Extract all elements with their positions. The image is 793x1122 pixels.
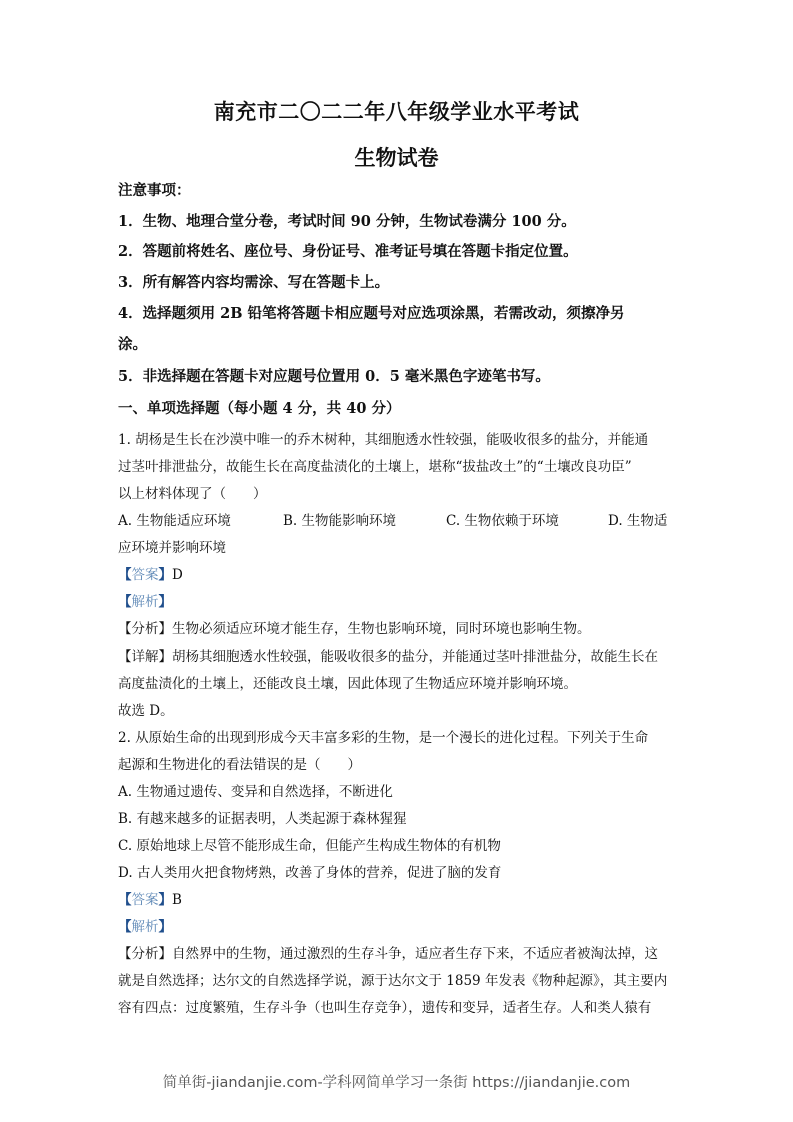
bracket-open: 【 bbox=[118, 919, 132, 935]
fenxi-label: 分析 bbox=[131, 946, 159, 962]
notice-item-3: 3．所有解答内容均需涂、写在答题卡上。 bbox=[118, 274, 390, 291]
notice-item-2: 2．答题前将姓名、座位号、身份证号、准考证号填在答题卡指定位置。 bbox=[118, 243, 578, 260]
fenxi-open: 【 bbox=[118, 621, 132, 637]
analysis-label: 解析 bbox=[131, 919, 159, 935]
exam-subtitle: 生物试卷 bbox=[354, 146, 439, 170]
q1-xiangjie-line-1 bbox=[118, 648, 658, 666]
watermark-footer: 简单街-jiandanjie.com-学科网简单学习一条街 https://jiandanjie.com bbox=[162, 1075, 631, 1091]
q1-analysis-label bbox=[118, 593, 172, 611]
xiangjie-open: 【 bbox=[118, 649, 132, 665]
exam-title: 南充市二〇二二年八年级学业水平考试 bbox=[213, 100, 580, 124]
q2-analysis-label bbox=[118, 918, 172, 936]
q2-fenxi-line-3: 容有四点：过度繁殖，生存斗争（也叫生存竞争），遗传和变异，适者生存。人和类人猿有 bbox=[118, 1000, 652, 1016]
q1-option-b: B. 生物能影响环境 bbox=[283, 513, 397, 529]
q1-stem-line-2: 过茎叶排泄盐分，故能生长在高度盐渍化的土壤上，堪称“拔盐改土”的“土壤改良功臣” bbox=[118, 459, 632, 475]
q2-option-d: D. 古人类用火把食物烤熟，改善了身体的营养，促进了脑的发育 bbox=[118, 865, 502, 881]
xiangjie-label: 详解 bbox=[131, 649, 159, 665]
notice-item-5: 5．非选择题在答题卡对应题号位置用 0．5 毫米黑色字迹笔书写。 bbox=[118, 368, 550, 385]
q2-fenxi-line-2: 就是自然选择；达尔文的自然选择学说，源于达尔文于 1859 年发表《物种起源》，其主要内 bbox=[118, 973, 668, 989]
q1-option-d-cont: 应环境并影响环境 bbox=[118, 540, 226, 556]
fenxi-close: 】 bbox=[158, 946, 172, 962]
bracket-close: 】 bbox=[158, 892, 172, 908]
bracket-close: 】 bbox=[158, 567, 172, 583]
answer-label: 答案 bbox=[131, 567, 159, 583]
notice-item-4-cont: 涂。 bbox=[118, 336, 147, 353]
fenxi-label: 分析 bbox=[131, 621, 159, 637]
q2-answer bbox=[118, 891, 182, 909]
bracket-close: 】 bbox=[158, 919, 172, 935]
q2-stem-line-2: 起源和生物进化的看法错误的是（ ） bbox=[118, 757, 361, 773]
q2-stem-line-1: 2. 从原始生命的出现到形成今天丰富多彩的生物，是一个漫长的进化过程。下列关于生命 bbox=[118, 730, 649, 746]
q2-fenxi-line-1 bbox=[118, 945, 658, 963]
bracket-close: 】 bbox=[158, 594, 172, 610]
q1-stem-line-3: 以上材料体现了（ ） bbox=[118, 486, 267, 502]
q2-option-b: B. 有越来越多的证据表明，人类起源于森林猩猩 bbox=[118, 811, 407, 827]
answer-value: B bbox=[172, 892, 182, 908]
xiangjie-close: 】 bbox=[158, 649, 172, 665]
answer-value: D bbox=[172, 567, 183, 583]
q1-xiangjie-line-2: 高度盐渍化的土壤上，还能改良土壤，因此体现了生物适应环境并影响环境。 bbox=[118, 676, 577, 692]
q1-answer bbox=[118, 566, 183, 584]
q1-option-a: A. 生物能适应环境 bbox=[118, 513, 231, 529]
analysis-label: 解析 bbox=[131, 594, 159, 610]
q2-option-c: C. 原始地球上尽管不能形成生命，但能产生构成生物体的有机物 bbox=[118, 838, 501, 854]
q1-fenxi bbox=[118, 620, 591, 638]
q1-option-c: C. 生物依赖于环境 bbox=[446, 513, 559, 529]
section-heading: 一、单项选择题（每小题 4 分，共 40 分） bbox=[118, 400, 401, 417]
bracket-open: 【 bbox=[118, 567, 132, 583]
q1-stem-line-1: 1. 胡杨是生长在沙漠中唯一的乔木树种，其细胞透水性较强，能吸收很多的盐分，并能通 bbox=[118, 432, 649, 448]
fenxi-close: 】 bbox=[158, 621, 172, 637]
notice-item-1: 1．生物、地理合堂分卷，考试时间 90 分钟，生物试卷满分 100 分。 bbox=[118, 213, 576, 230]
answer-label: 答案 bbox=[131, 892, 159, 908]
fenxi-open: 【 bbox=[118, 946, 132, 962]
notice-item-4: 4．选择题须用 2B 铅笔将答题卡相应题号对应选项涂黑，若需改动，须擦净另 bbox=[118, 305, 625, 322]
bracket-open: 【 bbox=[118, 594, 132, 610]
fenxi-text: 自然界中的生物，通过激烈的生存斗争，适应者生存下来，不适应者被淘汰掉，这 bbox=[172, 946, 658, 962]
fenxi-text: 生物必须适应环境才能生存，生物也影响环境，同时环境也影响生物。 bbox=[172, 621, 591, 637]
bracket-open: 【 bbox=[118, 892, 132, 908]
q1-option-d: D. 生物适 bbox=[608, 513, 668, 529]
q1-conclusion: 故选 D。 bbox=[118, 703, 174, 719]
q2-option-a: A. 生物通过遗传、变异和自然选择，不断进化 bbox=[118, 784, 393, 800]
notice-heading: 注意事项： bbox=[118, 182, 191, 199]
xiangjie-text: 胡杨其细胞透水性较强，能吸收很多的盐分，并能通过茎叶排泄盐分，故能生长在 bbox=[172, 649, 658, 665]
